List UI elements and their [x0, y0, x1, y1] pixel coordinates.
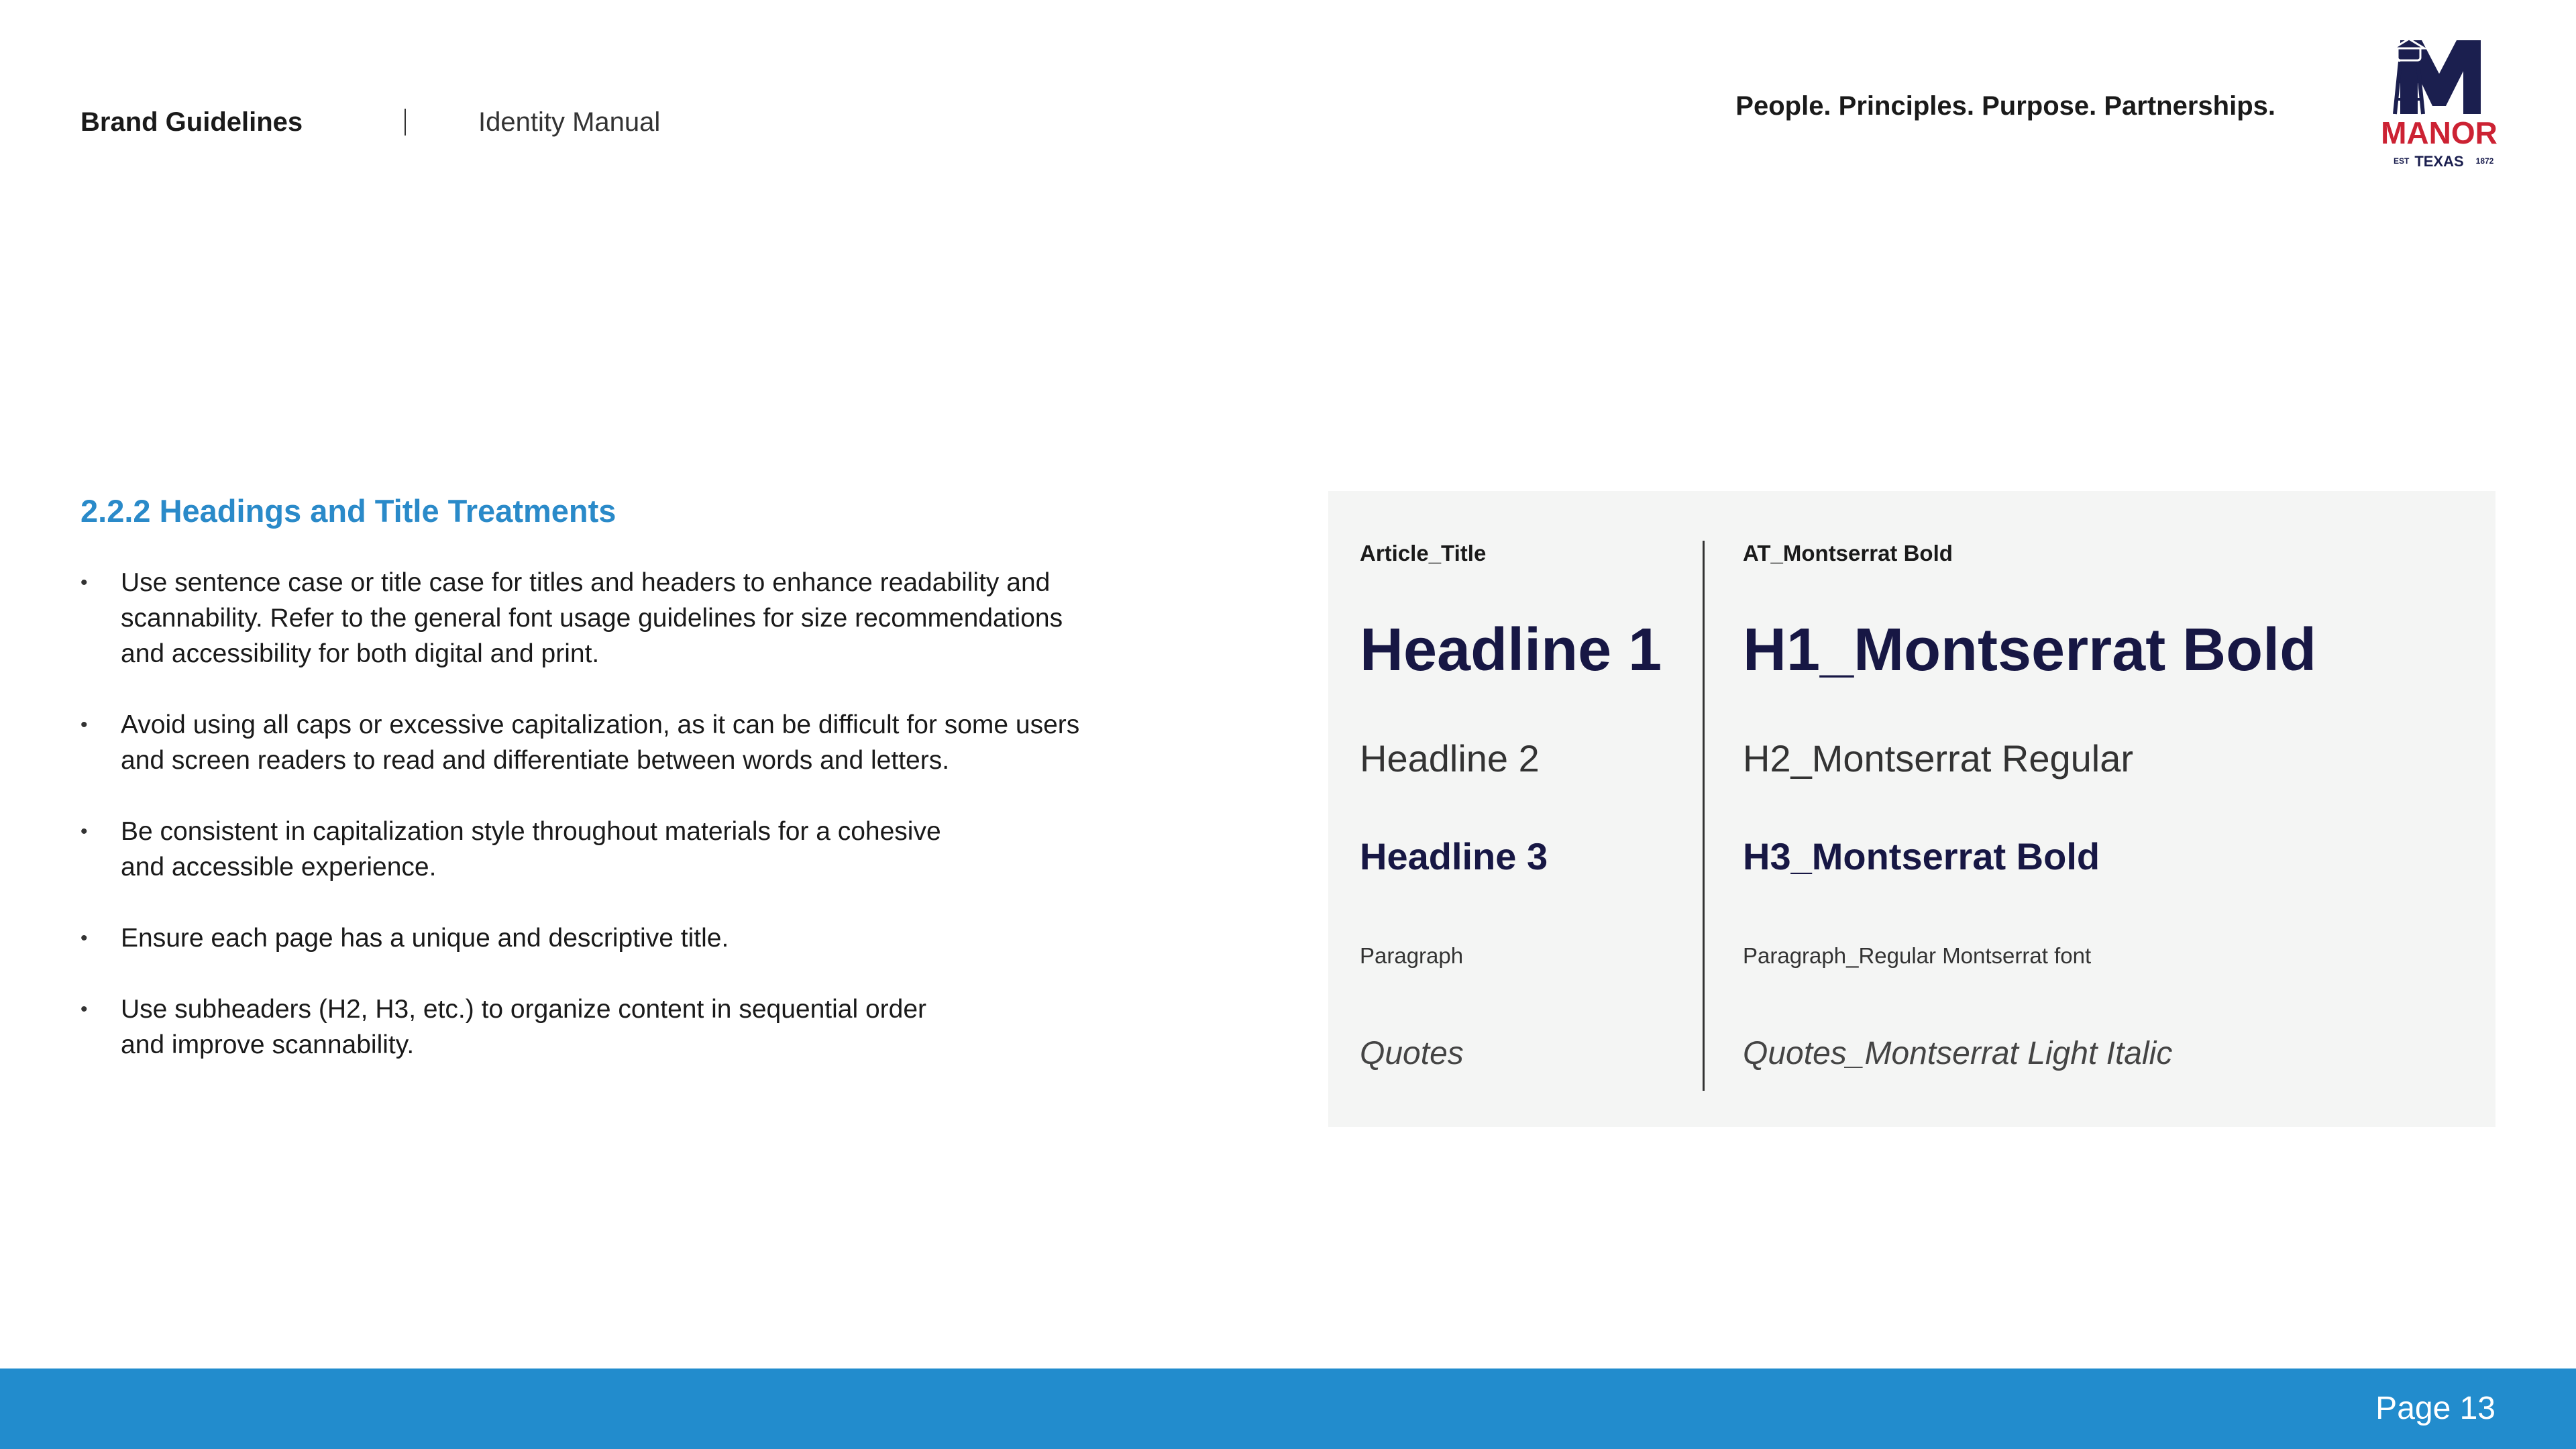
bullet-item — [80, 565, 1248, 672]
spec-headline-2: H2_Montserrat Regular — [1743, 737, 2134, 780]
sample-headline-1: Headline 1 — [1360, 616, 1662, 684]
logo-state: TEXAS — [2414, 153, 2464, 170]
logo-word: MANOR — [2381, 115, 2498, 150]
section-title: 2.2.2 Headings and Title Treatments — [80, 493, 616, 529]
bullet-text: Be consistent in capitalization style throughout materials for a cohesive and accessible experience. — [121, 817, 941, 881]
bullet-item — [80, 707, 1248, 778]
identity-manual-label: Identity Manual — [478, 107, 661, 137]
bullet-dot-icon: • — [80, 998, 88, 1020]
m-emblem — [2394, 39, 2481, 114]
manor-texas-logo — [2380, 39, 2498, 170]
typography-panel — [1328, 491, 2496, 1127]
spec-article-title: AT_Montserrat Bold — [1743, 541, 1953, 566]
typography-column-divider — [1703, 541, 1705, 1091]
brand-guidelines-label: Brand Guidelines — [80, 107, 303, 137]
sample-article-title: Article_Title — [1360, 541, 1487, 566]
sample-paragraph: Paragraph — [1360, 943, 1464, 968]
bullet-text: Use subheaders (H2, H3, etc.) to organize content in sequential order and improve scannability. — [121, 995, 927, 1059]
bullet-text: Use sentence case or title case for titles and headers to enhance readability and scannability. Refer to the general font usage guidelines for size recommendations and accessibility for both digital and print. — [121, 568, 1063, 668]
footer-bar — [0, 1368, 2576, 1449]
header-divider — [405, 109, 406, 136]
sample-quotes: Quotes — [1360, 1036, 1464, 1071]
spec-headline-1: H1_Montserrat Bold — [1743, 616, 2317, 684]
logo-est: EST — [2394, 156, 2410, 166]
bullet-dot-icon: • — [80, 927, 88, 949]
sample-headline-2: Headline 2 — [1360, 737, 1540, 780]
spec-headline-3: H3_Montserrat Bold — [1743, 835, 2100, 877]
bullet-text: Ensure each page has a unique and descriptive title. — [121, 924, 729, 953]
bullet-item — [80, 920, 1248, 956]
bullet-dot-icon: • — [80, 714, 88, 736]
bullet-dot-icon: • — [80, 572, 88, 594]
spec-quotes: Quotes_Montserrat Light Italic — [1743, 1036, 2173, 1071]
bullet-item — [80, 991, 1248, 1063]
logo-year: 1872 — [2475, 156, 2494, 166]
bullet-text: Avoid using all caps or excessive capitalization, as it can be difficult for some users and screen readers to read and differentiate between words and letters. — [121, 710, 1080, 775]
page-number: Page 13 — [2375, 1391, 2496, 1426]
spec-paragraph: Paragraph_Regular Montserrat font — [1743, 943, 2092, 968]
bullet-dot-icon: • — [80, 820, 88, 843]
bullet-item — [80, 814, 1248, 885]
tagline: People. Principles. Purpose. Partnerships. — [1735, 91, 2275, 121]
sample-headline-3: Headline 3 — [1360, 835, 1548, 877]
guidelines-bullet-list — [80, 565, 1248, 1098]
